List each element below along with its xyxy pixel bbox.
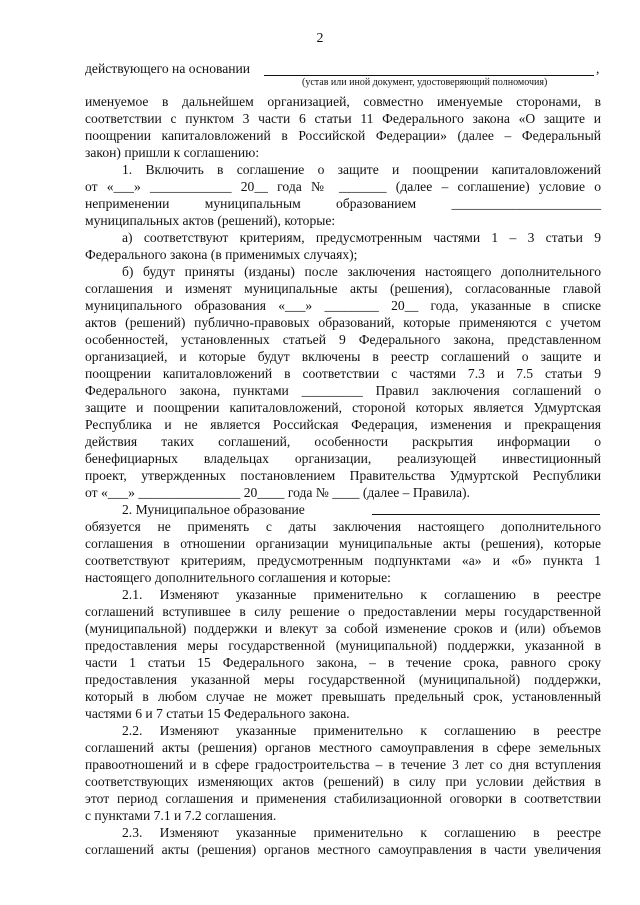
text-line: бенефициарных владельцах организации, реализующей инвестиционный xyxy=(85,451,601,466)
text-line: предоставления меры государственной (муниципальной) поддержки, указанной в xyxy=(85,638,601,653)
text-line: поощрении капиталовложений в соответствии с частями 7.3 и 7.5 статьи 9 xyxy=(85,366,601,381)
text-line: а) соответствуют критериям, предусмотренным частями 1 – 3 статьи 9 xyxy=(122,230,601,245)
text-line: неприменении муниципальным образованием ______________________ xyxy=(85,196,601,211)
text-line: 2.3. Изменяют указанные применительно к соглашению в реестре xyxy=(122,825,601,840)
text-line: Федерального закона (в применимых случаях); xyxy=(85,247,358,262)
text-line: правоотношений и в сфере градостроительства – в течение 3 лет со дня вступления xyxy=(85,757,601,772)
text-line: соответствующих изменяющих актов (решений) в силу при условии действия в xyxy=(85,774,601,789)
text-line: 2.2. Изменяют указанные применительно к соглашению в реестре xyxy=(122,723,601,738)
text-line: именуемое в дальнейшем организацией, совместно именуемые сторонами, в xyxy=(85,94,601,109)
text-line: частями 6 и 7 статьи 15 Федерального закона. xyxy=(85,706,350,721)
text-line: закон) пришли к соглашению: xyxy=(85,145,260,160)
text-line: 2.1. Изменяют указанные применительно к соглашению в реестре xyxy=(122,587,601,602)
text-line: б) будут приняты (изданы) после заключения настоящего дополнительного xyxy=(122,264,601,279)
text-line: соглашения и изменят муниципальные акты (решения), согласованные главой xyxy=(85,281,601,296)
text-line: от «___» _______________ 20____ года № ____ (далее – Правила). xyxy=(85,485,470,500)
text-line: проект, утвержденных постановлением Правительства Удмуртской Республики xyxy=(85,468,601,483)
text-line: Федерального закона, пунктами _________ Правил заключения соглашений о xyxy=(85,383,601,398)
text-line: муниципального образования «___» ________ 20__ года, указанные в списке xyxy=(85,298,601,313)
text-line: с пунктами 7.1 и 7.2 соглашения. xyxy=(85,808,277,823)
text-line: (муниципальной) поддержки и влекут за собой изменение сроков и (или) объемов xyxy=(85,621,601,636)
text-line: соглашений акты (решения) органов местного самоуправления в части увеличения xyxy=(85,842,601,857)
basis-label: действующего на основании xyxy=(85,61,251,76)
text-line: соответствии с пунктом 3 части 6 статьи 11 Федерального закона «О защите и xyxy=(85,111,601,126)
page-number: 2 xyxy=(316,31,324,46)
text-line: предоставления указанной меры государственной (муниципальной) поддержки, xyxy=(85,672,601,687)
text-line: который в любом случае не может превышать предельный срок, установленный xyxy=(85,689,601,704)
text-line: от «___» ____________ 20__ года № _______ (далее – соглашение) условие о xyxy=(85,179,601,194)
text-line: особенностей, установленных статьей 9 Федерального закона, представленном xyxy=(85,332,601,347)
basis-comma: , xyxy=(596,61,600,76)
text-line: 1. Включить в соглашение о защите и поощрении капиталовложений xyxy=(122,162,601,177)
text-line: этот период соглашения и применения стабилизационной оговорки в соответствии xyxy=(85,791,601,806)
municipality-blank-line xyxy=(372,514,600,515)
text-line: соответствуют критериям, предусмотренным подпунктами «а» и «б» пункта 1 xyxy=(85,553,601,568)
text-line: соглашений вступившее в силу решение о предоставлении меры государственной xyxy=(85,604,601,619)
text-line: соглашений акты (решения) органов местного самоуправления в сфере земельных xyxy=(85,740,601,755)
text-line: организацией, и которые будут включены в реестр соглашений о защите и xyxy=(85,349,601,364)
text-line: Республика и не является Российская Федерация, изменения и прекращения xyxy=(85,417,601,432)
text-line: поощрении капиталовложений в Российской Федерации» (далее – Федеральный xyxy=(85,128,601,143)
text-line: актов (решений) публично-правовых образований, которые применяются с учетом xyxy=(85,315,601,330)
text-line: настоящего дополнительного соглашения и которые: xyxy=(85,570,391,585)
text-line: соглашения в отношении организации муниципальные акты (решения), которые xyxy=(85,536,601,551)
text-line: защите и поощрении капиталовложений, стороной которых является Удмуртская xyxy=(85,400,601,415)
text-line: действия таких соглашений, особенности раскрытия информации о xyxy=(85,434,601,449)
text-line: муниципальных актов (решений), которые: xyxy=(85,213,336,228)
text-line: 2. Муниципальное образование xyxy=(122,502,305,517)
basis-blank-line xyxy=(264,75,594,76)
text-line: части 1 статьи 15 Федерального закона, – в течение срока, равного сроку xyxy=(85,655,601,670)
basis-footnote: (устав или иной документ, удостоверяющий полномочия) xyxy=(302,77,548,88)
text-line: обязуется не применять с даты заключения настоящего дополнительного xyxy=(85,519,601,534)
